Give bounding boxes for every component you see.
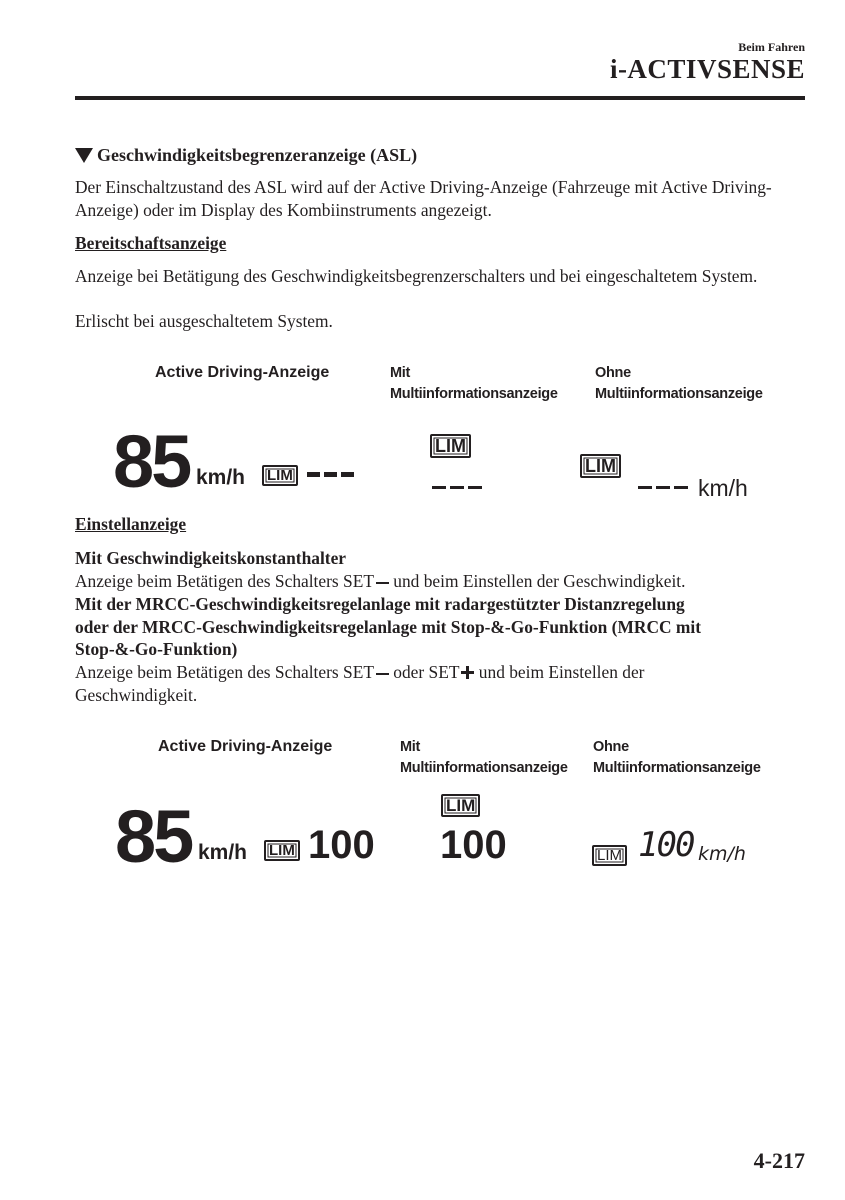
- mrcc-text-a: Anzeige beim Betätigen des Schalters SET: [75, 662, 374, 682]
- fig1-label-active: Active Driving-Anzeige: [155, 364, 330, 381]
- section-heading-text: Geschwindigkeitsbegrenzeranzeige (ASL): [97, 145, 418, 165]
- setting-title: Einstellanzeige: [75, 514, 187, 534]
- fig1-mid-dash: [450, 486, 464, 489]
- fig1-unit-right: km/h: [698, 475, 748, 501]
- page-title: i-ACTIVSENSE: [609, 54, 805, 84]
- fig2-speed: 85: [115, 795, 192, 878]
- fig2-set-speed-mid: 100: [440, 823, 507, 867]
- fig1-label-with: [390, 363, 558, 405]
- cc-title: Mit Geschwindigkeitskonstanthalter: [75, 548, 347, 568]
- fig1-label-without-line2: Multiinformationsanzeige: [595, 386, 763, 402]
- fig2-label-without-line2: Multiinformationsanzeige: [593, 760, 761, 776]
- mrcc-title-line1: Mit der MRCC-Geschwindigkeitsregelanlage mit radargestützter Distanzregelung: [75, 594, 685, 614]
- triangle-down-icon: [75, 148, 93, 163]
- mrcc-text: [75, 661, 810, 706]
- fig2-unit-seg: km/h: [698, 843, 746, 865]
- fig2-set-speed-seg: 100: [638, 825, 694, 865]
- fig1-dash: [324, 472, 337, 477]
- fig1-speed: 85: [113, 420, 190, 503]
- fig2-set-speed: 100: [308, 823, 375, 867]
- mrcc-title-line2: oder der MRCC-Geschwindigkeitsregelanlage mit Stop-&-Go-Funktion (MRCC mit: [75, 616, 702, 637]
- mrcc-title-line3: Stop-&-Go-Funktion): [75, 639, 238, 659]
- cc-text: [75, 570, 810, 593]
- minus-icon: [376, 582, 389, 585]
- fig1-right-dash: [638, 486, 652, 489]
- standby-title: Bereitschaftsanzeige: [75, 233, 227, 253]
- cc-text-b: und beim Einstellen der Geschwindigkeit.: [388, 571, 686, 591]
- standby-text: Anzeige bei Betätigung des Geschwindigkeitsbegrenzerschalters und bei eingeschaltetem System.: [75, 266, 758, 286]
- fig1-label-with-line1: Mit: [390, 365, 411, 381]
- fig1-lim-badge-right: LIM: [580, 454, 621, 478]
- header-rule: [75, 96, 805, 100]
- page-number: 4-217: [753, 1148, 805, 1173]
- mrcc-title: [75, 593, 810, 661]
- fig1-mid-dash: [432, 486, 446, 489]
- mrcc-text-b: oder SET: [388, 662, 460, 682]
- fig1-lim-badge: LIM: [262, 465, 298, 486]
- fig2-label-active: Active Driving-Anzeige: [158, 738, 333, 755]
- fig1-label-without-line1: Ohne: [595, 365, 631, 381]
- fig2-label-without: [593, 737, 761, 779]
- fig2-lim-badge: LIM: [264, 840, 300, 861]
- mrcc-text-d: Geschwindigkeit.: [75, 684, 198, 705]
- plus-icon: [461, 666, 474, 679]
- section-label: Beim Fahren: [738, 40, 805, 54]
- fig2-label-with-line1: Mit: [400, 739, 421, 755]
- minus-icon: [376, 673, 389, 676]
- fig2-lim-badge-mid: LIM: [441, 794, 480, 817]
- fig2-label-with-line2: Multiinformationsanzeige: [400, 760, 568, 776]
- cc-text-a: Anzeige beim Betätigen des Schalters SET: [75, 571, 374, 591]
- standby-off-text: Erlischt bei ausgeschaltetem System.: [75, 311, 333, 331]
- fig1-right-dash: [674, 486, 688, 489]
- intro-paragraph: Der Einschaltzustand des ASL wird auf der Active Driving-Anzeige (Fahrzeuge mit Active Driving-Anzeige) oder im Display des Kombiinstruments angezeigt.: [75, 177, 772, 220]
- fig1-dash: [341, 472, 354, 477]
- fig1-label-without: [595, 363, 763, 405]
- fig1-unit: km/h: [196, 466, 246, 489]
- section-heading: [75, 145, 417, 166]
- fig1-right-dash: [656, 486, 670, 489]
- fig2-unit: km/h: [198, 841, 248, 864]
- fig1-lim-badge-mid: LIM: [430, 434, 471, 458]
- mrcc-text-c: und beim Einstellen der: [474, 662, 645, 682]
- fig2-lim-badge-right: LIM: [592, 845, 627, 866]
- fig1-label-with-line2: Multiinformationsanzeige: [390, 386, 558, 402]
- fig1-mid-dash: [468, 486, 482, 489]
- fig2-label-with: [400, 737, 568, 779]
- fig2-label-without-line1: Ohne: [593, 739, 629, 755]
- fig1-dash: [307, 472, 320, 477]
